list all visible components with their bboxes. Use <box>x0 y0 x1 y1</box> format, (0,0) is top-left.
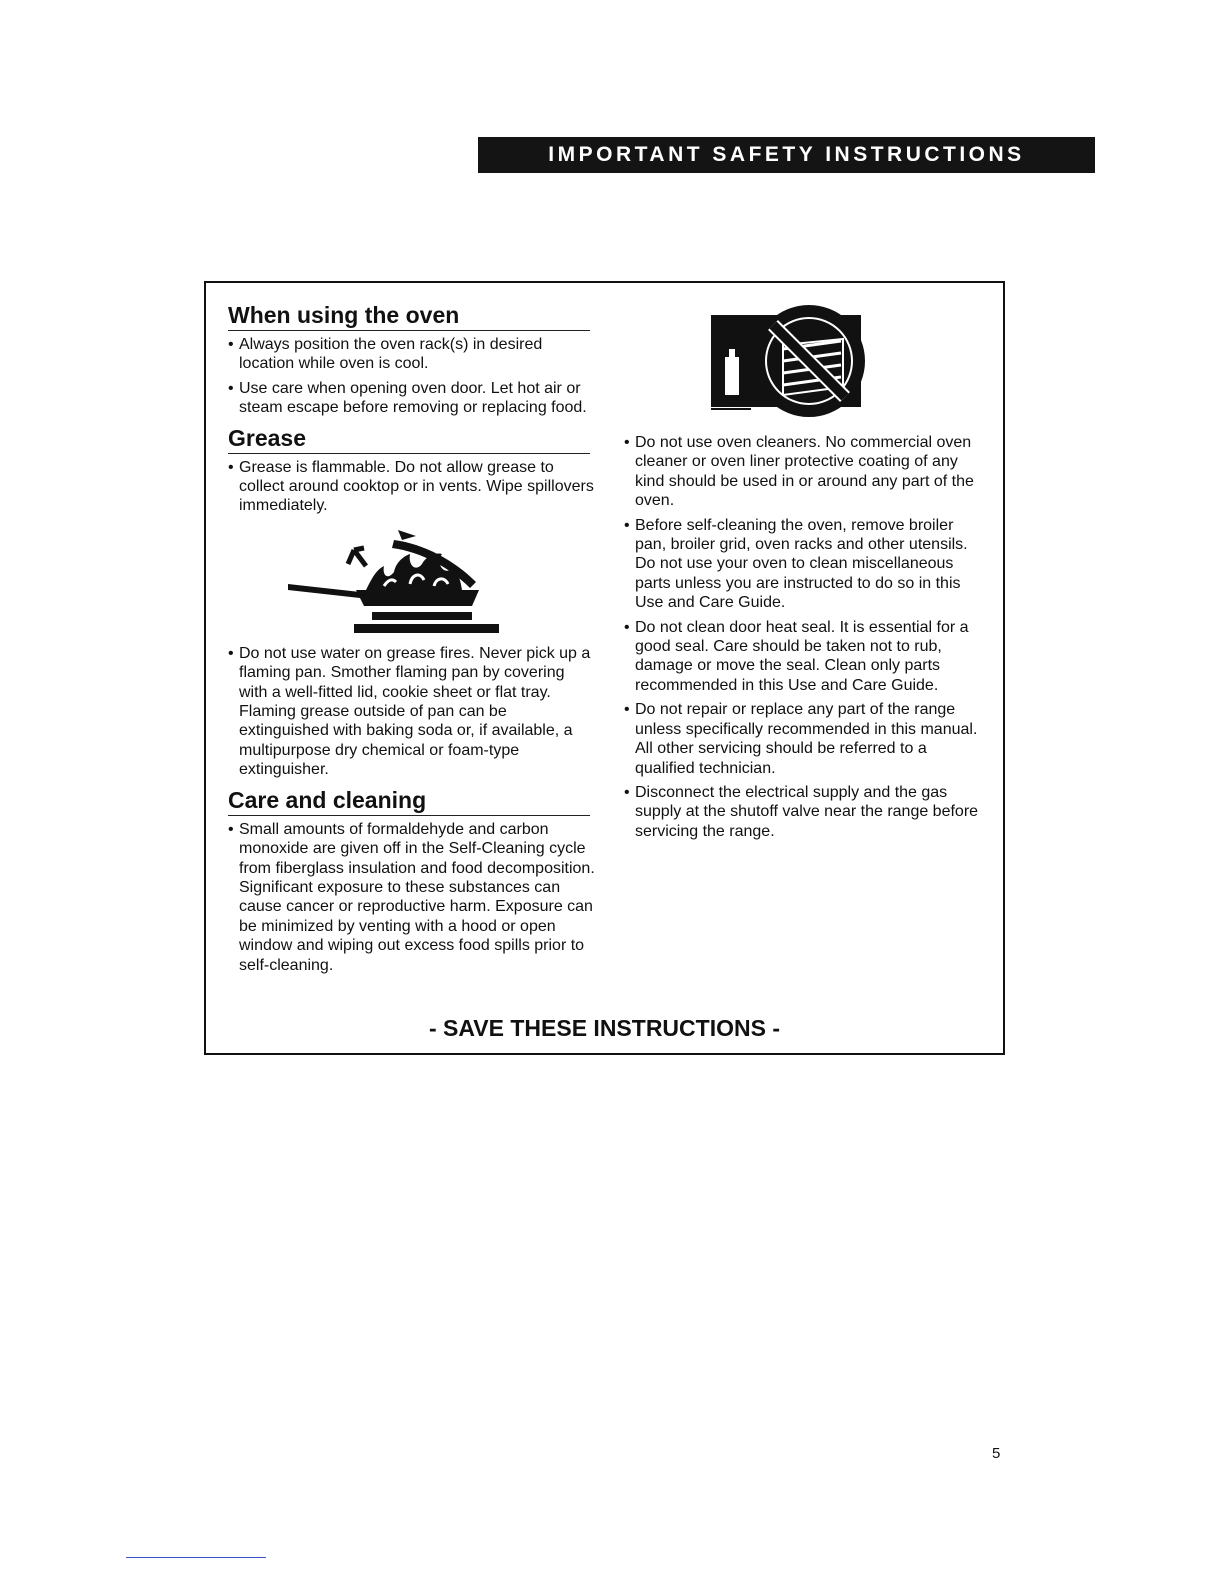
save-instructions: - SAVE THESE INSTRUCTIONS - <box>429 1015 780 1041</box>
list-item <box>624 618 984 696</box>
item-text: Do not use water on grease fires. Never pick up a flaming pan. Smother flaming pan by covering with a well-fitted lid, cookie sheet or flat tray. Flaming grease outside of pan can be extinguished with baking soda or, if available, a multipurpose dry chemical or foam-type extinguisher. <box>239 644 591 779</box>
list-item <box>228 644 596 780</box>
list-item <box>228 458 596 516</box>
item-text: Small amounts of formaldehyde and carbon monoxide are given off in the Self-Cleaning cycle from fiberglass insulation and food decomposition. Significant exposure to these substances can cause cancer or reproductive harm. Exposure can be minimized by venting with a hood or open window and wiping out excess food spills prior to self-cleaning. <box>239 820 595 974</box>
list-item <box>624 516 984 613</box>
item-text: Do not use oven cleaners. No commercial oven cleaner or oven liner protective coating of any kind should be used in or around any part of the oven. <box>635 434 974 510</box>
no-oven-cleaner-icon <box>711 305 873 417</box>
item-text: Always position the oven rack(s) in desired location while oven is cool. <box>239 336 543 373</box>
bullet: • <box>228 644 234 662</box>
section-banner: IMPORTANT SAFETY INSTRUCTIONS <box>478 137 1095 173</box>
flaming-pan-lid-icon <box>284 526 499 634</box>
bullet: • <box>624 783 630 801</box>
item-text: Do not repair or replace any part of the range unless specifically recommended in this manual. All other servicing should be referred to a qualified technician. <box>635 701 978 777</box>
list-item <box>624 700 984 778</box>
heading-grease: Grease <box>228 424 590 454</box>
bullet: • <box>228 336 234 353</box>
bullet: • <box>624 516 630 534</box>
left-column <box>228 301 596 981</box>
list-item <box>228 335 596 374</box>
list-item <box>624 433 984 511</box>
bullet: • <box>624 701 630 719</box>
bullet: • <box>228 379 234 397</box>
item-text: Use care when opening oven door. Let hot air or steam escape before removing or replacing food. <box>239 379 587 417</box>
bullet: • <box>624 618 630 636</box>
item-text: Grease is flammable. Do not allow grease to collect around cooktop or in vents. Wipe spillovers immediately. <box>239 458 594 515</box>
section-grease <box>228 424 596 780</box>
list-item <box>228 379 596 418</box>
list-item <box>228 820 596 975</box>
item-text: Disconnect the electrical supply and the gas supply at the shutoff valve near the range before servicing the range. <box>635 783 979 840</box>
item-text: Before self-cleaning the oven, remove broiler pan, broiler grid, oven racks and other utensils. Do not use your oven to clean miscellaneous parts unless you are instructed to do so in this Use and Care Guide. <box>635 516 968 612</box>
right-column <box>624 433 984 846</box>
heading-care: Care and cleaning <box>228 786 590 816</box>
page-number: 5 <box>992 1445 1001 1462</box>
heading-oven: When using the oven <box>228 301 590 331</box>
safety-box <box>204 281 1005 1055</box>
list-item <box>624 783 984 841</box>
item-text: Do not clean door heat seal. It is essential for a good seal. Care should be taken not to rub, damage or move the seal. Clean only parts recommended in this Use and Care Guide. <box>635 618 969 694</box>
bullet: • <box>228 458 234 476</box>
section-oven <box>228 301 596 418</box>
section-care <box>228 786 596 975</box>
bullet: • <box>228 820 234 838</box>
bottom-rule <box>126 1557 266 1558</box>
bullet: • <box>624 434 630 451</box>
